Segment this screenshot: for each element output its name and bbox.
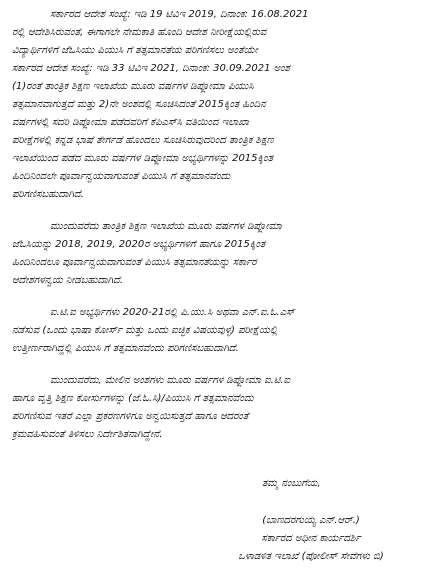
paragraph-line: ಹಿಂದಿನಿಂದಲೇ ಪೂರ್ವಾನ್ವಯವಾಗುವಂತೆ ಪಿಯುಸಿ ಗೆ ತತ್ಸಮಾನವೆಂದು (12, 171, 231, 182)
paragraph-line: ವರ್ಷಗಳಲ್ಲಿ ಸದರಿ ಡಿಪ್ಲೋಮಾ ಪಡೆದವರಿಗೆ ಕೆಪಿಎಸ್‌ಸಿ ವತಿಯಿಂದ ಇಲಾಖಾ (12, 117, 249, 128)
closing-salutation: ತಮ್ಮ ನಂಬುಗೆಯ, (262, 478, 321, 489)
paragraph-line: ಜೆಓಸಿಯನ್ನು 2018, 2019, 2020ರ ಅಭ್ಯರ್ಥಿಗಳಿಗೆ ಹಾಗೂ 2015ಕ್ಕಿಂತ (12, 239, 266, 250)
paragraph-line: ನಡೆಸುವ (ಒಂದು ಭಾಷಾ ಕೋರ್ಸ್ ಮತ್ತು ಒಂದು ಐಚ್ಛಿಕ ವಿಷಯವುಳ್ಳ) ಪರೀಕ್ಷೆಯಲ್ಲಿ (12, 325, 278, 336)
signatory-title: ಸರ್ಕಾರದ ಅಧೀನ ಕಾರ್ಯದರ್ಶಿ (261, 533, 361, 544)
paragraph-line: ಪರೀಕ್ಷೆಗಳಲ್ಲಿ ಕನ್ನಡ ಭಾಷೆ ತೇರ್ಗಡೆ ಹೊಂದಲು ಸೂಚಿಸಿರುವುದರಿಂದ ತಾಂತ್ರಿಕ ಶಿಕ್ಷಣ (12, 135, 274, 146)
paragraph (12, 218, 430, 290)
paragraph-line: (1)ರಂತೆ ತಾಂತ್ರಿಕ ಶಿಕ್ಷಣ ಇಲಾಖೆಯ ಮೂರು ವರ್ಷಗಳ ಡಿಪ್ಲೋಮಾ ಪಿಯುಸಿ (12, 81, 254, 92)
paragraph-line: ಹಿಂದಿನಿಂದಲೂ ಪೂರ್ವಾನ್ವಯವಾಗುವಂತೆ ಪಿಯುಸಿ ತತ್ಸಮಾನತೆಯನ್ನು ಸರ್ಕಾರ (12, 257, 257, 268)
paragraph-line: ಸರ್ಕಾರದ ಆದೇಶ ಸಂಖ್ಯೆ: ಇಡಿ 33 ಟಿವಿಇ 2021, ದಿನಾಂಕ: 30.09.2021 ಅಂಶ (12, 63, 291, 74)
paragraph (12, 6, 430, 204)
paragraph-line: ಕ್ರಮವಹಿಸುವಂತೆ ತಿಳಿಸಲು ನಿರ್ದೇಶಿತನಾಗಿದ್ದೇನೆ. (12, 429, 163, 440)
paragraph-line: ಮುಂದುವರೆದು, ಮೇಲಿನ ಅಂಶಗಳು ಮೂರು ವರ್ಷಗಳ ಡಿಪ್ಲೋಮಾ ಐ.ಟಿ.ಐ (50, 375, 291, 386)
paragraph (12, 304, 430, 358)
paragraph (12, 372, 430, 444)
paragraph-line: ಇಲಾಖೆಯಿಂದ ಪಡೆದ ಮೂರು ವರ್ಷಗಳ ಡಿಪ್ಲೋಮಾ ಅಭ್ಯರ್ಥಿಗಳನ್ನು 2015ಕ್ಕಿಂತ (12, 153, 273, 164)
signatory-name: (ಬಾಣದರಗುಯ್ಯ ಎನ್.ಆರ್.) (262, 515, 360, 526)
paragraph-line: ಹಾಗೂ ವೃತ್ತಿ ಶಿಕ್ಷಣ ಕೋರ್ಸುಗಳನ್ನು (ಜೆ.ಓ.ಸಿ)/ಪಿಯುಸಿ ಗೆ ತತ್ಸಮಾನವೆಂದು (12, 393, 254, 404)
signatory-department: ಒಳಾಡಳಿತ ಇಲಾಖೆ (ಪೋಲೀಸ್ ಸೇವೆಗಳು ಬಿ) (238, 551, 384, 562)
paragraph-line: ಉತ್ತೀರ್ಣರಾಗಿದ್ದಲ್ಲಿ ಪಿಯುಸಿ ಗೆ ತತ್ಸಮಾನವೆಂದು ಪರಿಗಣಿಸಬಹುದಾಗಿದೆ. (12, 343, 239, 354)
paragraph-line: ರಲ್ಲಿ ಆದೇಶಿಸಿರುವಂತೆ, ಈಗಾಗಲೇ ನೇಮಕಾತಿ ಹೊಂದಿ ಆದೇಶ ನೀರೀಕ್ಷೆಯಲ್ಲಿರುವ (12, 27, 267, 38)
paragraph-line: ವಿದ್ಯಾರ್ಥಿಗಳಿಗೆ ಜೆಓಸಿಯು ಪಿಯುಸಿ ಗೆ ತತ್ಸಮಾನತೆಯ ಪರಿಗಣಿಸಲು ಅಂತೆಯೇ (12, 45, 258, 56)
paragraph-line: ಪರಿಗಣಿಸುವ ಇತರೆ ಎಲ್ಲಾ ಪ್ರಕರಣಗಳಿಗೂ ಅನ್ವಯಿಸುತ್ತದೆ ಹಾಗೂ ಆದರಂತೆ (12, 411, 249, 422)
paragraph-line: ಸರ್ಕಾರದ ಆದೇಶ ಸಂಖ್ಯೆ: ಇಡಿ 19 ಟಿವಿಇ 2019, ದಿನಾಂಕ: 16.08.2021 (50, 9, 309, 20)
paragraph-line: ಐ.ಟಿ.ಐ ಅಭ್ಯರ್ಥಿಗಳು 2020-21ರಲ್ಲಿ ಪಿ.ಯು.ಸಿ ಅಥವಾ ಎನ್.ಐ.ಓ.ಎಸ್ (50, 307, 295, 318)
paragraph-line: ಆದೇಶಗಳನ್ವಯ ನೀಡಬಹುದಾಗಿದೆ. (12, 275, 124, 286)
document-body (12, 6, 430, 444)
paragraph-line: ಪರಿಗಣಿಸಬಹುದಾಗಿದೆ. (12, 189, 84, 200)
paragraph-line: ಮುಂದುವರೆದು ತಾಂತ್ರಿಕ ಶಿಕ್ಷಣ ಇಲಾಖೆಯ ಮೂರು ವರ್ಷಗಳ ಡಿಪ್ಲೋಮಾ (50, 221, 282, 232)
paragraph-line: ತತ್ಸಮಾನವಾಗುತ್ತದೆ ಮತ್ತು 2)ನೇ ಅಂಶದಲ್ಲಿ ಸೂಚಿಸಿದಂತೆ 2015ಕ್ಕಿಂತ ಹಿಂದಿನ (12, 99, 266, 110)
signature-block (196, 512, 426, 566)
